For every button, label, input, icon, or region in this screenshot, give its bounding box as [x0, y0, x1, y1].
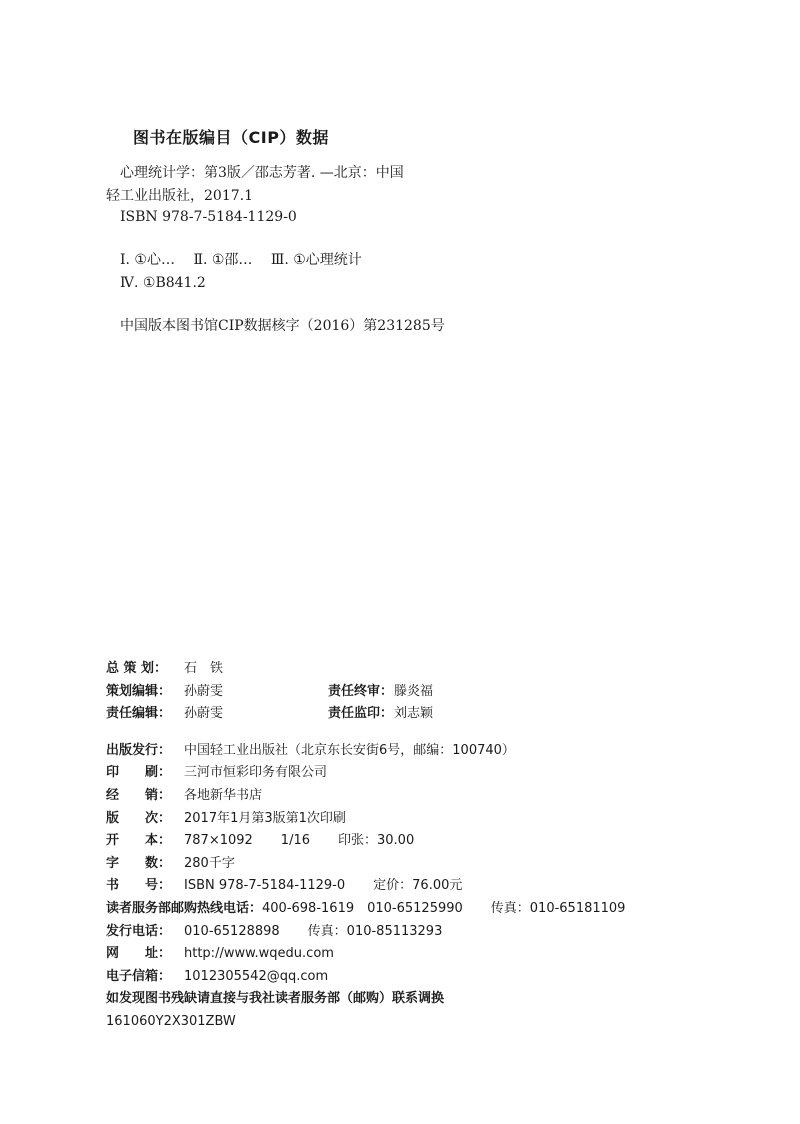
- row-responsible-editor: [106, 703, 786, 726]
- cip-class-1: Ⅰ. ①心…: [120, 252, 175, 268]
- responsible-editor-label: 责任编辑：: [106, 706, 172, 722]
- edition-value: 2017年1月第3版第1次印刷: [184, 810, 346, 826]
- row-words: [106, 853, 786, 876]
- cip-bibliographic-line-2: 轻工业出版社，2017.1: [106, 188, 253, 204]
- distributor-label: 经 销：: [106, 787, 172, 803]
- row-chief-planner: [106, 658, 786, 681]
- print-supervisor-value: 刘志颖: [394, 706, 434, 722]
- row-format: [106, 830, 786, 853]
- row-printer: [106, 762, 786, 785]
- cip-isbn: ISBN 978-7-5184-1129-0: [120, 209, 297, 225]
- isbn-label: 书 号：: [106, 878, 172, 894]
- row-publisher: [106, 740, 786, 763]
- cip-class-4: Ⅳ. ①B841.2: [120, 275, 206, 291]
- final-reviewer-value: 滕炎福: [394, 683, 434, 699]
- sales-phone-label: 发行电话：: [106, 923, 172, 939]
- cip-classification: [120, 250, 376, 270]
- mail-order-fax: 传真：010-65181109: [490, 900, 626, 916]
- sales-phone-fax: 传真：010-85113293: [307, 923, 443, 939]
- email-label: 电子信箱：: [106, 968, 172, 984]
- final-reviewer-label: 责任终审：: [328, 683, 394, 699]
- format-sheets: 印张：30.00: [338, 833, 415, 849]
- website-label: 网 址：: [106, 946, 172, 962]
- row-email: [106, 966, 786, 989]
- printer-label: 印 刷：: [106, 765, 172, 781]
- book-code: 161060Y2X301ZBW: [106, 1013, 236, 1029]
- responsible-editor-value: 孙蔚雯: [184, 706, 224, 722]
- mail-order-label: 读者服务部邮购热线电话：: [106, 900, 263, 916]
- row-mail-order: [106, 898, 786, 921]
- row-distributor: [106, 785, 786, 808]
- price-value: 定价：76.00元: [373, 878, 463, 894]
- chief-planner-label: 总 策 划：: [106, 661, 168, 676]
- final-reviewer: [328, 681, 433, 704]
- replacement-notice: 如发现图书残缺请直接与我社读者服务部（邮购）联系调换: [106, 991, 445, 1007]
- email-value: 1012305542@qq.com: [184, 968, 329, 984]
- distributor-value: 各地新华书店: [184, 787, 263, 803]
- publisher-value: 中国轻工业出版社（北京东长安街6号，邮编：100740）: [184, 742, 515, 758]
- cip-class-2: Ⅱ. ①邵…: [193, 252, 253, 268]
- cip-class-3: Ⅲ. ①心理统计: [270, 252, 362, 268]
- format-label: 开 本：: [106, 833, 172, 849]
- row-isbn: [106, 875, 786, 898]
- row-planning-editor: [106, 681, 786, 704]
- cip-title: 图书在版编目（CIP）数据: [133, 128, 329, 147]
- words-label: 字 数：: [106, 855, 172, 871]
- cip-verification-number: 中国版本图书馆CIP数据核字（2016）第231285号: [120, 318, 445, 334]
- mail-order-value: 400-698-1619 010-65125990: [262, 900, 463, 916]
- publisher-label: 出版发行：: [106, 742, 172, 758]
- planning-editor-value: 孙蔚雯: [184, 683, 224, 699]
- colophon: [106, 658, 786, 1034]
- isbn-value: ISBN 978-7-5184-1129-0: [184, 878, 346, 894]
- row-edition: [106, 808, 786, 831]
- row-sales-phone: [106, 921, 786, 944]
- edition-label: 版 次：: [106, 810, 172, 826]
- print-supervisor-label: 责任监印：: [328, 706, 394, 722]
- cip-bibliographic-line-1: 心理统计学：第3版／邵志芳著. —北京：中国: [120, 165, 404, 181]
- website-value: http://www.wqedu.com: [184, 946, 334, 962]
- format-value: 787×1092: [184, 833, 253, 849]
- printer-value: 三河市恒彩印务有限公司: [184, 765, 328, 781]
- planning-editor-label: 策划编辑：: [106, 683, 172, 699]
- print-supervisor: [328, 703, 433, 726]
- sales-phone-value: 010-65128898: [184, 923, 280, 939]
- words-value: 280千字: [184, 855, 235, 871]
- row-website: [106, 943, 786, 966]
- format-fold: 1/16: [280, 833, 310, 849]
- chief-planner-value: 石 铁: [184, 661, 224, 676]
